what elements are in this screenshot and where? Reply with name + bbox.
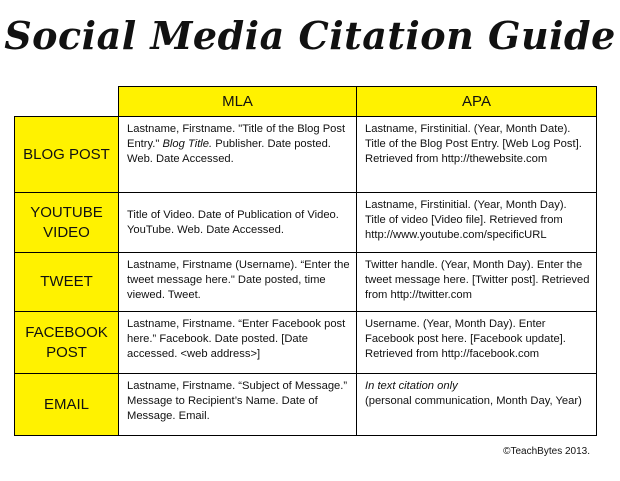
row-label-email: EMAIL (15, 374, 119, 436)
table-row-tweet (15, 253, 597, 312)
row-label-youtube-video: YOUTUBE VIDEO (15, 193, 119, 253)
apa-email-italic: In text citation only (365, 380, 458, 392)
corner-cell (15, 87, 119, 117)
page-title: Social Media Citation Guide (4, 13, 616, 58)
citation-table (14, 86, 597, 436)
table-row-youtube-video (15, 193, 597, 253)
mla-blog-post-text: Lastname, Firstname. "Title of the Blog Post Entry." (127, 123, 346, 150)
table-row-blog-post (15, 117, 597, 193)
header-row (15, 87, 597, 117)
apa-youtube-video: Lastname, Firstinitial. (Year, Month Day). Title of video [Video file]. Retrieved from http://www.youtube.com/specificURL (357, 193, 597, 253)
mla-youtube-video: Title of Video. Date of Publication of Video. YouTube. Web. Date Accessed. (119, 193, 357, 253)
mla-blog-post (119, 117, 357, 193)
column-header-mla: MLA (119, 87, 357, 117)
column-header-apa: APA (357, 87, 597, 117)
row-label-blog-post: BLOG POST (15, 117, 119, 193)
row-label-tweet: TWEET (15, 253, 119, 312)
apa-blog-post: Lastname, Firstinitial. (Year, Month Date). Title of the Blog Post Entry. [Web Log Post]. Retrieved from http://thewebsite.com (357, 117, 597, 193)
apa-facebook-post: Username. (Year, Month Day). Enter Facebook post here. [Facebook update]. Retrieved from http://facebook.com (357, 312, 597, 374)
apa-email (357, 374, 597, 436)
apa-email-text: (personal communication, Month Day, Year) (365, 395, 582, 407)
table-row-email (15, 374, 597, 436)
mla-blog-post-italic: Blog Title. (162, 138, 213, 150)
apa-tweet: Twitter handle. (Year, Month Day). Enter the tweet message here. [Twitter post]. Retrieved from http://twitter.com (357, 253, 597, 312)
mla-tweet: Lastname, Firstname (Username). “Enter the tweet message here." Date posted, time viewed. Tweet. (119, 253, 357, 312)
row-label-facebook-post: FACEBOOK POST (15, 312, 119, 374)
table-row-facebook-post (15, 312, 597, 374)
mla-facebook-post: Lastname, Firstname. “Enter Facebook post here.” Facebook. Date posted. [Date accessed. <web address>] (119, 312, 357, 374)
mla-blog-post-text-end: Publisher. Date posted. Web. Date Accessed. (127, 138, 331, 165)
copyright-notice: ©TeachBytes 2013. (503, 446, 590, 457)
mla-email: Lastname, Firstname. “Subject of Message.” Message to Recipient’s Name. Date of Message. Email. (119, 374, 357, 436)
